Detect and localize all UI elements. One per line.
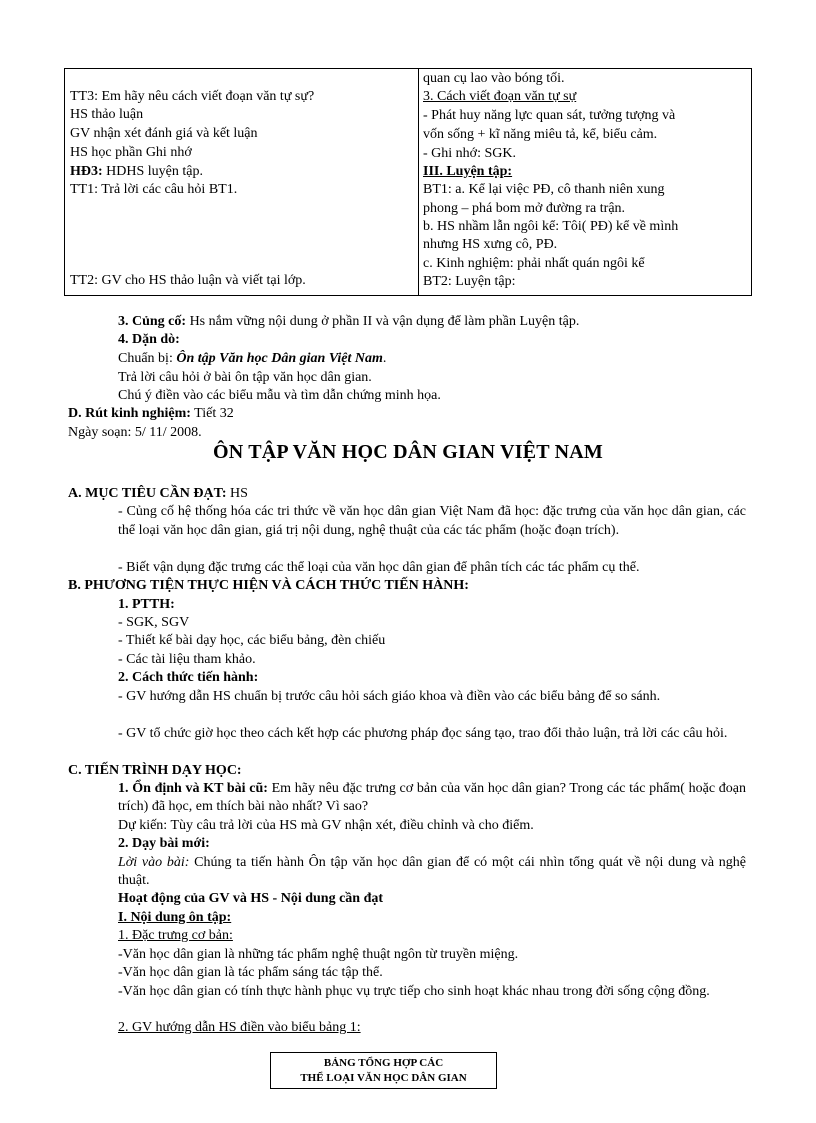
table-left-hd3 [70,163,203,181]
loi-vao-bai-label: Lời vào bài: [118,855,190,870]
summary-table-title-box [270,1052,497,1089]
rut-kinh-nghiem [68,405,234,423]
table-left-line: GV nhận xét đánh giá và kết luận [70,126,258,141]
rut-kinh-nghiem-text: Tiết 32 [190,406,234,421]
loi-vao-bai [118,854,746,890]
dan-do-label: 4. Dặn dò: [118,332,180,347]
dac-trung-item: -Văn học dân gian có tính thực hành phục vụ trực tiếp cho sinh hoạt khác nhau trong đời sống cộng đồng. [118,984,710,999]
box-line: THỂ LOẠI VĂN HỌC DÂN GIAN [300,1072,467,1084]
table-right-line: BT2: Luyện tập: [423,274,516,289]
cach-thuc-p1: - GV hướng dẫn HS chuẩn bị trước câu hỏi sách giáo khoa và điền vào các biểu bảng để so sánh. [118,689,661,704]
table-right-heading: III. Luyện tập: [423,164,513,179]
huong-dan-heading: 2. GV hướng dẫn HS điền vào biểu bảng 1: [118,1020,361,1035]
box-line: BẢNG TỔNG HỢP CÁC [323,1057,444,1069]
table-right-line: c. Kinh nghiệm: phải nhất quán ngôi kể [423,256,645,271]
on-dinh-label: 1. Ổn định và KT bài cũ: [118,781,268,796]
section-a-heading [68,485,248,503]
table-right-line: BT1: a. Kể lại việc PĐ, cô thanh niên xung [423,182,665,197]
table-right-line: - Ghi nhớ: SGK. [423,146,516,161]
chu-y: Chú ý điền vào các biểu mẫu và tìm dẫn chứng minh họa. [118,388,441,403]
chuan-bi [118,350,386,368]
chuan-bi-title: Ôn tập Văn học Dân gian Việt Nam [176,351,383,366]
cung-co-label: 3. Củng cố: [118,314,187,329]
table-left-line: TT1: Trả lời các câu hỏi BT1. [70,182,238,197]
loi-vao-bai-text: Chúng ta tiến hành Ôn tập văn học dân gian để có một cái nhìn tổng quát về nội dung và nghệ thuật. [118,855,746,888]
cung-co-text: Hs nắm vững nội dung ở phần II và vận dụng để làm phần Luyện tập. [186,314,580,329]
lesson-table [64,68,752,296]
noi-dung-heading: I. Nội dung ôn tập: [118,910,232,925]
hd3-text: HDHS luyện tập. [102,164,203,179]
table-left-line: TT2: GV cho HS thảo luận và viết tại lớp. [70,273,306,288]
section-b-heading: B. PHƯƠNG TIỆN THỰC HIỆN VÀ CÁCH THỨC TIẾN HÀNH: [68,578,469,593]
table-right-line: b. HS nhầm lẫn ngôi kể: Tôi( PĐ) kể về mình [423,219,679,234]
table-right-line: vốn sống + kĩ năng miêu tả, kể, biểu cảm. [423,127,658,142]
table-left-line: HS học phần Ghi nhớ [70,145,192,160]
ptth-item: - Thiết kế bài dạy học, các biểu bảng, đèn chiếu [118,633,386,648]
table-right-column [419,69,751,295]
chuan-bi-prefix: Chuẩn bị: [118,351,177,366]
table-left-line: TT3: Em hãy nêu cách viết đoạn văn tự sự? [70,89,315,104]
ptth-heading: 1. PTTH: [118,597,175,612]
section-a-heading-suffix: HS [226,486,248,501]
tra-loi: Trả lời câu hỏi ở bài ôn tập văn học dân gian. [118,370,372,385]
day-bai-moi: 2. Dạy bài mới: [118,836,210,851]
table-left-column [65,69,419,295]
cach-thuc-heading: 2. Cách thức tiến hành: [118,670,259,685]
cung-co [118,313,579,331]
section-a-p1-text: - Củng cố hệ thống hóa các tri thức về văn học dân gian Việt Nam đã học: đặc trưng của văn học dân gian, các thể loại văn học dân gian, giá trị nội dung, nghệ thuật của các tác phẩm (hoặc đoạn trích). [118,504,746,538]
ptth-item: - SGK, SGV [118,615,190,630]
rut-kinh-nghiem-label: D. Rút kinh nghiệm: [68,406,191,421]
ptth-item: - Các tài liệu tham khảo. [118,652,256,667]
table-left-line: HS thảo luận [70,107,144,122]
on-dinh [118,780,746,816]
dac-trung-heading: 1. Đặc trưng cơ bản: [118,928,233,943]
hoat-dong-header: Hoạt động của GV và HS - Nội dung cần đạt [118,891,384,906]
chuan-bi-suffix: . [382,351,387,366]
on-dinh-text: Em hãy nêu đặc trưng cơ bản của văn học dân gian? Trong các tác phẩm( hoặc đoạn trích) đã học, em thích bài nào nhất? Vì sao? [118,781,746,814]
dac-trung-item: -Văn học dân gian là những tác phẩm nghệ thuật ngôn từ truyền miệng. [118,947,519,962]
section-c-heading: C. TIẾN TRÌNH DẠY HỌC: [68,763,242,778]
table-right-line: quan cụ lao vào bóng tối. [423,71,565,86]
section-a-p2: - Biết vận dụng đặc trưng các thể loại của văn học dân gian để phân tích các tác phẩm cụ thể. [118,560,640,575]
table-right-line: 3. Cách viết đoạn văn tự sự [423,89,577,104]
table-right-line: nhưng HS xưng cô, PĐ. [423,237,558,252]
cach-thuc-p2: - GV tổ chức giờ học theo cách kết hợp các phương pháp đọc sáng tạo, trao đổi thảo luận, trả lời các câu hỏi. [118,726,728,741]
table-right-line: phong – phá bom mở đường ra trận. [423,201,626,216]
dac-trung-item: -Văn học dân gian là tác phẩm sáng tác tập thể. [118,965,383,980]
section-a-p1 [118,503,746,540]
hd3-label: HĐ3: [70,164,103,179]
page-title: ÔN TẬP VĂN HỌC DÂN GIAN VIỆT NAM [213,441,603,463]
table-right-line: - Phát huy năng lực quan sát, tưởng tượng và [423,108,676,123]
ngay-soan: Ngày soạn: 5/ 11/ 2008. [68,425,202,440]
du-kien: Dự kiến: Tùy câu trả lời của HS mà GV nhận xét, điều chỉnh và cho điểm. [118,818,534,833]
section-a-heading-text: A. MỤC TIÊU CẦN ĐẠT: [68,486,227,501]
